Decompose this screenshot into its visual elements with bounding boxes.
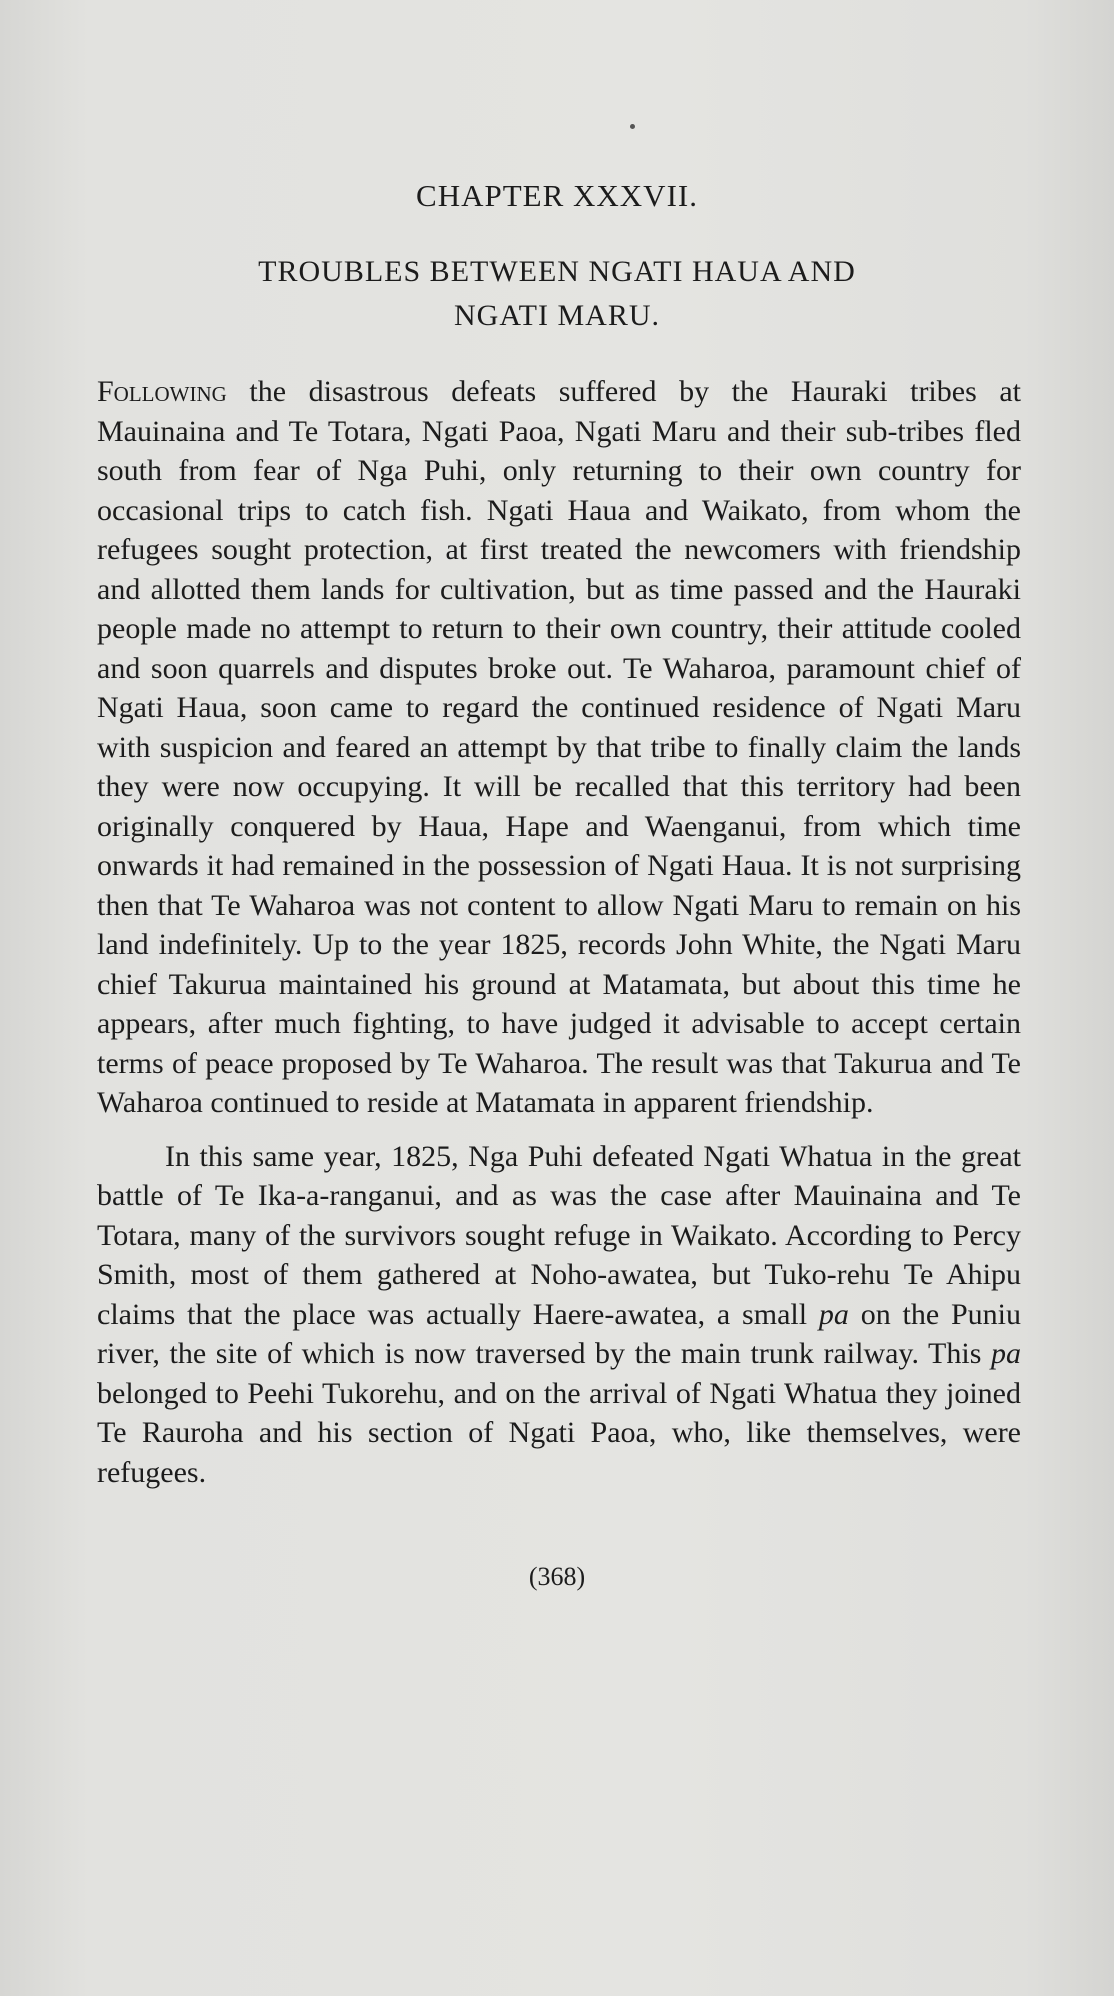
italic-term-pa: pa xyxy=(818,1297,849,1331)
paragraph-lead-word: Following xyxy=(97,375,227,408)
chapter-title-line-1: TROUBLES BETWEEN NGATI HAUA AND xyxy=(258,255,856,288)
body-text xyxy=(97,372,1021,1506)
chapter-title-line-2: NGATI MARU. xyxy=(454,299,660,332)
page-number: (368) xyxy=(528,1562,586,1591)
paragraph-1 xyxy=(97,372,1021,1123)
paragraph-2 xyxy=(97,1137,1021,1493)
ink-speck xyxy=(630,124,635,129)
paragraph-2-text-a: In this same year, 1825, Nga Puhi defeated Ngati Whatua in the great battle of Te Ika-a-ranganui, and as was the case after Mauinaina and Te Totara, many of the survivors sought refuge in Waikato. According to Percy Smith, most of them gathered at Noho-awatea, but Tuko-rehu Te Ahipu claims that the place was actually Haere-awatea, a small xyxy=(97,1139,1021,1331)
paragraph-2-text-b: on the Puniu river, the site of which is now traversed by the main trunk railway. This xyxy=(97,1297,1022,1370)
chapter-title xyxy=(150,250,964,338)
chapter-heading: CHAPTER XXXVII. xyxy=(416,178,698,213)
paragraph-2-text-c: belonged to Peehi Tukorehu, and on the arrival of Ngati Whatua they joined Te Rauroha and his section of Ngati Paoa, who, like themselves, were refugees. xyxy=(97,1376,1021,1489)
paragraph-1-text: the disastrous defeats suffered by the Hauraki tribes at Mauinaina and Te Totara, Ngati Paoa, Ngati Maru and their sub-tribes fled south from fear of Nga Puhi, only returning to their own country for occasional trips to catch fish. Ngati Haua and Waikato, from whom the refugees sought protection, at first treated the newcomers with friendship and allotted them lands for cultivation, but as time passed and the Hauraki people made no attempt to return to their own country, their attitude cooled and soon quarrels and disputes broke out. Te Waharoa, paramount chief of Ngati Haua, soon came to regard the continued residence of Ngati Maru with suspicion and feared an attempt by that tribe to finally claim the lands they were now occupying. It will be recalled that this territory had been originally conquered by Haua, Hape and Waenganui, from which time onwards it had remained in the possession of Ngati Haua. It is not surprising then that Te Waharoa was not content to allow Ngati Maru to remain on his land indefinitely. Up to the year 1825, records John White, the Ngati Maru chief Takurua maintained his ground at Matamata, but about this time he appears, after much fighting, to have judged it advisable to accept certain terms of peace proposed by Te Waharoa. The result was that Takurua and Te Waharoa continued to reside at Matamata in apparent friendship. xyxy=(97,375,1021,1119)
italic-term-pa: pa xyxy=(991,1337,1021,1370)
